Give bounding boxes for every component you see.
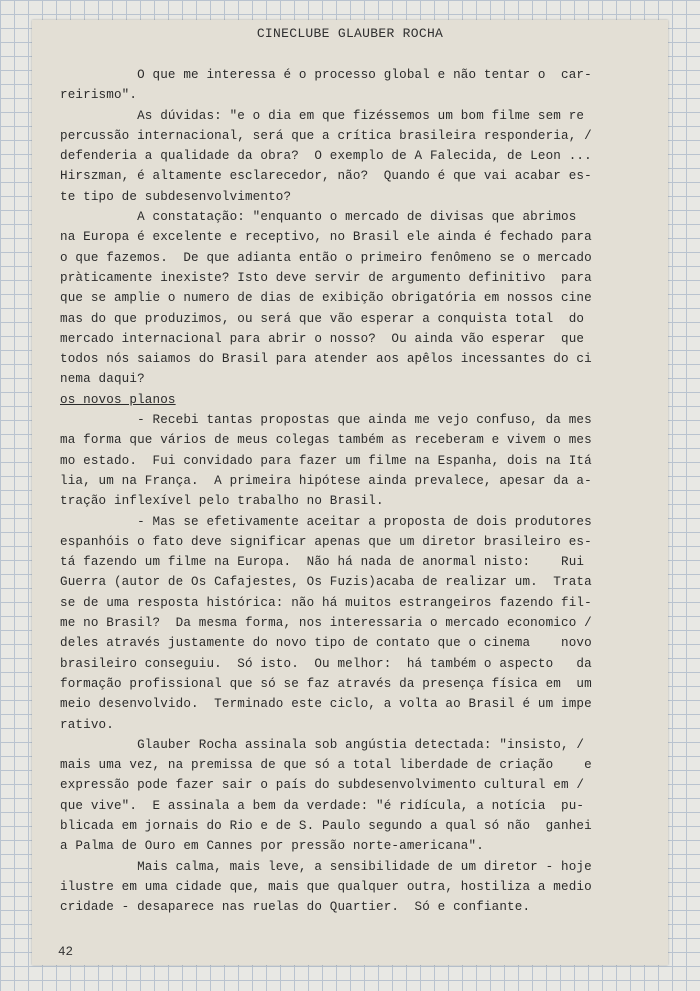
text-line: que vive". E assinala a bem da verdade: "é ridícula, a notícia pu- xyxy=(60,798,585,813)
text-line: cridade - desaparece nas ruelas do Quartier. Só e confiante. xyxy=(60,900,531,915)
text-line: percussão internacional, será que a crítica brasileira responderia, / xyxy=(60,128,592,143)
text-line: blicada em jornais do Rio e de S. Paulo segundo a qual só não ganhei xyxy=(60,818,592,833)
text-line: reirismo". xyxy=(60,88,138,103)
text-line: meio desenvolvido. Terminado este ciclo, a volta ao Brasil é um impe xyxy=(60,697,592,712)
text-line: tração inflexível pelo trabalho no Brasil. xyxy=(60,494,384,509)
text-line: na Europa é excelente e receptivo, no Brasil ele ainda é fechado para xyxy=(60,230,592,245)
text-line: Glauber Rocha assinala sob angústia detectada: "insisto, / xyxy=(60,737,585,752)
text-line: Hirszman, é altamente esclarecedor, não? Quando é que vai acabar es- xyxy=(60,169,592,184)
text-line: que se amplie o numero de dias de exibição obrigatória em nossos cine xyxy=(60,291,592,306)
text-line: - Mas se efetivamente aceitar a proposta de dois produtores xyxy=(60,514,592,529)
text-line: mercado internacional para abrir o nosso? Ou ainda vão esperar que xyxy=(60,331,585,346)
text-line: O que me interessa é o processo global e não tentar o car- xyxy=(60,68,592,82)
text-line: defenderia a qualidade da obra? O exemplo de A Falecida, de Leon ... xyxy=(60,149,592,164)
text-line: mo estado. Fui convidado para fazer um filme na Espanha, dois na Itá xyxy=(60,453,592,468)
section-heading: os novos planos xyxy=(60,392,176,407)
text-line: - Recebi tantas propostas que ainda me vejo confuso, da mes xyxy=(60,413,592,428)
typewritten-page xyxy=(32,20,668,965)
text-line: nema daqui? xyxy=(60,372,145,387)
text-line: se de uma resposta histórica: não há muitos estrangeiros fazendo fil- xyxy=(60,595,592,610)
text-line: As dúvidas: "e o dia em que fizéssemos um bom filme sem re xyxy=(60,108,585,123)
text-line: brasileiro conseguiu. Só isto. Ou melhor: há também o aspecto da xyxy=(60,656,592,671)
text-line: Mais calma, mais leve, a sensibilidade de um diretor - hoje xyxy=(60,859,592,874)
text-line: formação profissional que só se faz através da presença física em um xyxy=(60,676,592,691)
text-line: o que fazemos. De que adianta então o primeiro fenômeno se o mercado xyxy=(60,250,592,265)
text-line: ma forma que vários de meus colegas também as receberam e vivem o mes xyxy=(60,433,592,448)
text-line: te tipo de subdesenvolvimento? xyxy=(60,189,292,204)
text-line: deles através justamente do novo tipo de contato que o cinema novo xyxy=(60,636,592,651)
text-line: expressão pode fazer sair o país do subdesenvolvimento cultural em / xyxy=(60,778,585,793)
page-number: 42 xyxy=(58,945,74,959)
text-line: rativo. xyxy=(60,717,114,732)
text-line: espanhóis o fato deve significar apenas que um diretor brasileiro es- xyxy=(60,534,592,549)
text-line: lia, um na França. A primeira hipótese ainda prevalece, apesar da a- xyxy=(60,473,592,488)
text-line: me no Brasil? Da mesma forma, nos interessaria o mercado economico / xyxy=(60,616,592,631)
text-line: mais uma vez, na premissa de que só a total liberdade de criação e xyxy=(60,758,592,773)
text-line: pràticamente inexiste? Isto deve servir de argumento definitivo para xyxy=(60,270,592,285)
text-line: a Palma de Ouro em Cannes por pressão norte-americana". xyxy=(60,839,484,854)
body-text xyxy=(60,65,620,917)
text-line: Guerra (autor de Os Cafajestes, Os Fuzis)acaba de realizar um. Trata xyxy=(60,575,592,590)
page-header-title: CINECLUBE GLAUBER ROCHA xyxy=(256,26,444,41)
text-line: todos nós saiamos do Brasil para atender aos apêlos incessantes do ci xyxy=(60,352,592,367)
text-line: mas do que produzimos, ou será que vão esperar a conquista total do xyxy=(60,311,585,326)
text-line: A constatação: "enquanto o mercado de divisas que abrimos xyxy=(60,210,577,225)
text-line: tá fazendo um filme na Europa. Não há nada de anormal nisto: Rui xyxy=(60,555,585,570)
text-line: ilustre em uma cidade que, mais que qualquer outra, hostiliza a medio xyxy=(60,879,592,894)
